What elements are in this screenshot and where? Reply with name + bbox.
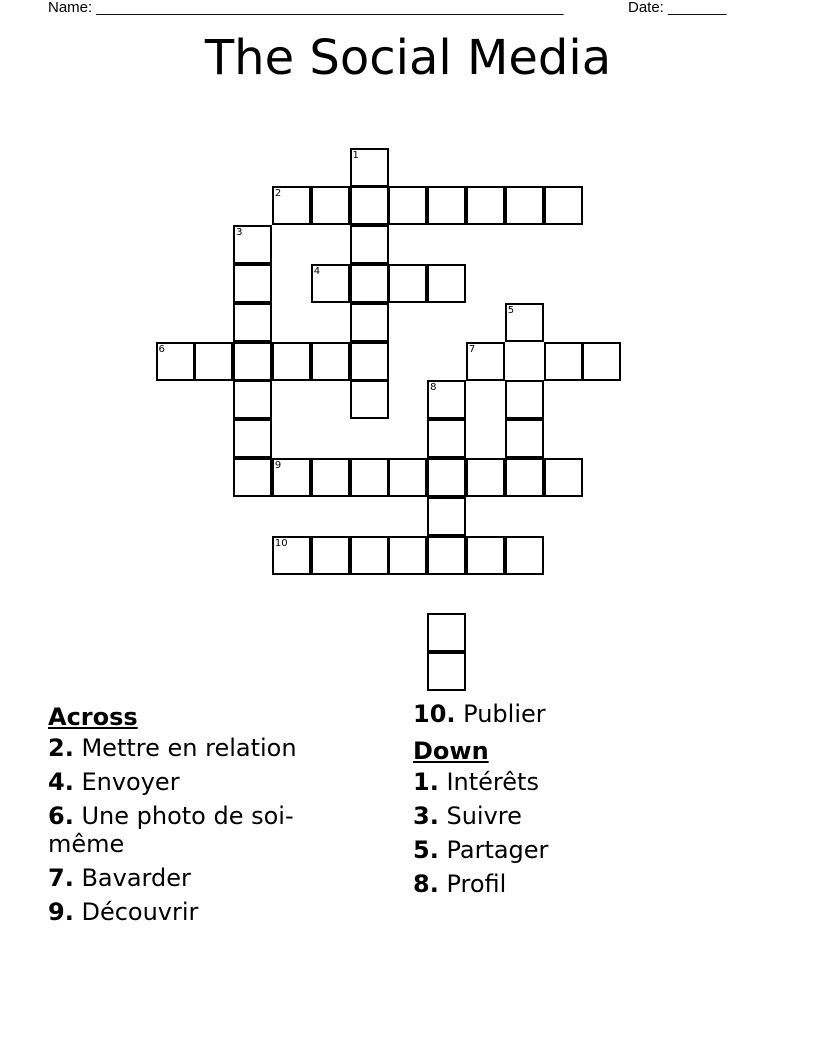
crossword-cell[interactable] [427, 380, 466, 419]
crossword-cell[interactable] [233, 264, 272, 303]
clue-across-2 [48, 734, 338, 762]
crossword-cell[interactable] [194, 342, 233, 381]
crossword-cell[interactable] [505, 380, 544, 419]
crossword-cell[interactable] [388, 264, 427, 303]
crossword-cell[interactable] [505, 419, 544, 458]
clue-text: Intérêts [446, 768, 539, 796]
clue-number: 5. [413, 836, 439, 864]
crossword-cell[interactable] [427, 613, 466, 652]
clue-down-5 [413, 836, 763, 864]
across-heading: Across [48, 703, 138, 731]
clue-number-label: 9 [274, 459, 282, 471]
clue-number-label: 5 [507, 304, 515, 316]
clue-number: 7. [48, 864, 74, 892]
clue-down-1 [413, 768, 763, 796]
clue-text: Découvrir [81, 898, 199, 926]
crossword-cell[interactable] [311, 458, 350, 497]
crossword-cell[interactable] [350, 264, 389, 303]
crossword-cell[interactable] [233, 380, 272, 419]
clue-down-8 [413, 870, 763, 898]
crossword-cell[interactable] [311, 264, 350, 303]
clue-text: Partager [446, 836, 549, 864]
crossword-cell[interactable] [427, 652, 466, 691]
crossword-cell[interactable] [427, 419, 466, 458]
clue-across-7 [48, 864, 338, 892]
crossword-cell[interactable] [350, 225, 389, 264]
clue-across-10 [413, 700, 763, 728]
clue-number-label: 8 [430, 382, 437, 394]
clue-across-4 [48, 768, 338, 796]
clue-number: 4. [48, 768, 74, 796]
crossword-cell[interactable] [233, 225, 272, 264]
clue-number: 6. [48, 802, 74, 830]
crossword-cell[interactable] [505, 186, 544, 225]
clue-text: Suivre [446, 802, 522, 830]
crossword-cell[interactable] [311, 186, 350, 225]
crossword-cell[interactable] [350, 458, 389, 497]
clue-number: 2. [48, 734, 74, 762]
crossword-cell[interactable] [427, 186, 466, 225]
crossword-cell[interactable] [350, 186, 389, 225]
clue-number: 9. [48, 898, 74, 926]
clue-across-6 [48, 802, 338, 858]
clue-number-label: 4 [313, 265, 321, 277]
crossword-cell[interactable] [427, 264, 466, 303]
crossword-cell[interactable] [466, 186, 505, 225]
crossword-cell[interactable] [350, 303, 389, 342]
crossword-cell[interactable] [233, 419, 272, 458]
crossword-cell[interactable] [427, 497, 466, 536]
crossword-cell[interactable] [350, 380, 389, 419]
crossword-cell[interactable] [272, 342, 311, 381]
crossword-cell[interactable] [233, 458, 272, 497]
crossword-cell[interactable] [388, 458, 427, 497]
clue-text: Publier [463, 700, 546, 728]
clue-text: Bavarder [81, 864, 191, 892]
crossword-cell[interactable] [156, 342, 195, 381]
crossword-cell[interactable] [350, 536, 389, 575]
down-heading: Down [413, 737, 489, 765]
page-title: The Social Media [204, 30, 612, 86]
clues-left-column [48, 700, 338, 932]
crossword-cell[interactable] [350, 148, 389, 187]
crossword-cell[interactable] [544, 342, 583, 381]
crossword-cell[interactable] [505, 303, 544, 342]
crossword-cell[interactable] [350, 342, 389, 381]
crossword-cell[interactable] [544, 458, 583, 497]
clue-number: 8. [413, 870, 439, 898]
crossword-cell[interactable] [582, 342, 621, 381]
clue-number-label: 7 [468, 343, 476, 355]
crossword-cell[interactable] [544, 186, 583, 225]
clue-number: 3. [413, 802, 439, 830]
clue-number-label: 10 [274, 537, 288, 549]
crossword-cell[interactable] [388, 536, 427, 575]
clues-right-column [413, 700, 763, 904]
clue-number: 1. [413, 768, 439, 796]
crossword-cell[interactable] [272, 536, 311, 575]
crossword-cell[interactable] [505, 536, 544, 575]
crossword-cell[interactable] [311, 342, 350, 381]
clue-text: Envoyer [81, 768, 180, 796]
crossword-cell[interactable] [233, 342, 272, 381]
date-field-label: Date: _______ [628, 0, 727, 16]
clue-text: Une photo de soi-même [48, 802, 294, 858]
crossword-cell[interactable] [427, 458, 466, 497]
crossword-cell[interactable] [311, 536, 350, 575]
clue-across-9 [48, 898, 338, 926]
clue-text: Mettre en relation [81, 734, 297, 762]
clue-down-3 [413, 802, 763, 830]
name-field-label: Name: ________________________________________________________ [48, 0, 564, 16]
clue-number-label: 1 [352, 149, 359, 161]
clue-number: 10. [413, 700, 456, 728]
crossword-cell[interactable] [505, 458, 544, 497]
crossword-cell[interactable] [466, 458, 505, 497]
crossword-cell[interactable] [388, 186, 427, 225]
clue-number-label: 3 [236, 227, 243, 239]
clue-number-label: 2 [274, 188, 282, 200]
crossword-cell[interactable] [272, 186, 311, 225]
crossword-cell[interactable] [466, 342, 505, 381]
crossword-cell[interactable] [233, 303, 272, 342]
clue-number-label: 6 [158, 343, 165, 355]
crossword-cell[interactable] [466, 536, 505, 575]
crossword-cell[interactable] [427, 536, 466, 575]
crossword-cell[interactable] [272, 458, 311, 497]
clue-text: Profil [446, 870, 507, 898]
